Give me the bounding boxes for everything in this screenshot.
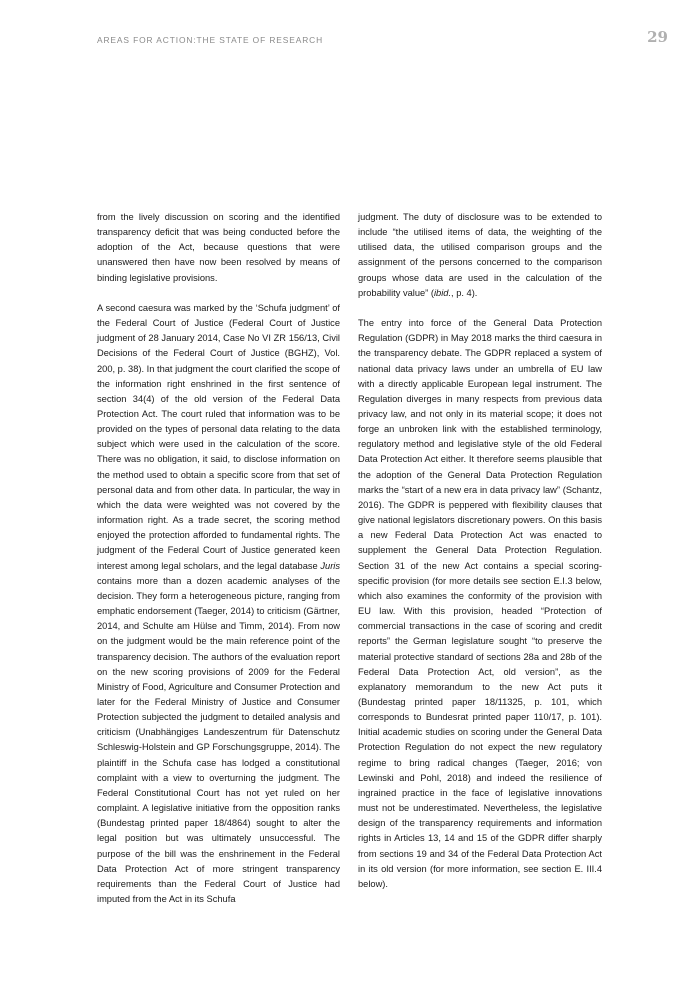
juris-term: Juris xyxy=(320,560,341,571)
left-column xyxy=(97,210,340,922)
right-column xyxy=(358,210,602,907)
left-paragraph-1: from the lively discussion on scoring and the identified transparency deficit that was being conducted before the adoption of the Act, because questions that were unanswered then have now been resolved by means of binding legislative provisions. xyxy=(97,212,340,283)
right-paragraph-1 xyxy=(358,210,602,301)
right-paragraph-1-text-b: , p. 4). xyxy=(451,287,478,298)
left-paragraph-2-text-b: contains more than a dozen academic analyses of the decision. They form a heterogeneous picture, ranging from emphatic endorsement (Taeger, 2014) to criticism (Gärtner, 2014, and Schulte am Hülse and Timm, 2014). From now on the judgment would be the main reference point of the transparency decision. The authors of the evaluation report on the new scoring provisions of 2009 for the Federal Ministry of Food, Agriculture and Consumer Protection and later for the Federal Ministry of Justice and Consumer Protection subjected the judgment to detailed analysis and criticism (Unabhängiges Landeszentrum für Datenschutz Schleswig-Holstein and GP Forschungsgruppe, 2014). The plaintiff in the Schufa case has lodged a constitutional complaint with a view to overturning the judgment. The Federal Constitutional Court has not yet ruled on her complaint. A legislative initiative from the opposition ranks (Bundestag printed paper 18/4864) sought to alter the legal position but was ultimately unsuccessful. The purpose of the bill was the enshrinement in the Federal Data Protection Act of more stringent transparency requirements than the Federal Court of Justice had imputed from the Act in its Schufa xyxy=(97,575,340,905)
right-paragraph-1-text-a: judgment. The duty of disclosure was to be extended to include “the utilised items of data, the weighting of the utilised data, the utilised comparison groups and the assignment of the persons concerned to the comparison groups whose data are used in the calculation of the probability value” ( xyxy=(358,212,602,298)
left-paragraph-2 xyxy=(97,301,340,907)
left-paragraph-2-text-a: A second caesura was marked by the ‘Schufa judgment’ of the Federal Court of Justice (Federal Court of Justice judgment of 28 January 2014, Case No VI ZR 156/13, Civil Decisions of the Federal Court of Justice (BGHZ), Vol. 200, p. 38). In that judgment the court clarified the scope of the information right enshrined in the first sentence of section 34(4) of the old version of the Federal Data Protection Act. The court ruled that information was to be provided on the types of personal data relating to the data subject which were used in the calculation of the score. There was no obligation, it said, to disclose information on the method used to obtain a specific score from that set of personal data and from other data. In particular, the way in which the data were weighted was not covered by the information right. As a trade secret, the scoring method enjoyed the protection afforded to fundamental rights. The judgment of the Federal Court of Justice generated keen interest among legal scholars, and the legal database xyxy=(97,302,340,571)
running-head: AREAS FOR ACTION:THE STATE OF RESEARCH xyxy=(97,35,324,45)
ibid-term: ibid. xyxy=(433,287,452,298)
page-number: 29 xyxy=(647,28,668,46)
right-paragraph-2: The entry into force of the General Data Protection Regulation (GDPR) in May 2018 marks the third caesura in the transparency debate. The GDPR replaced a system of national data privacy laws under an umbrella of EU law with a directly applicable European legal instrument. The Regulation diverges in many respects from previous data privacy law, and not only in its material scope; it does not forge an unbroken link with the established terminology, regulatory method and legislative style of the old Federal Data Protection Act either. It therefore seems plausible that the adoption of the General Data Protection Regulation marks the “start of a new era in data privacy law” (Schantz, 2016). The GDPR is peppered with flexibility clauses that give national legislators discretionary powers. On this basis a new Federal Data Protection Act was enacted to supplement the General Data Protection Regulation. Section 31 of the new Act contains a special scoring-specific provision (for more details see section E.I.3 below, which also examines the conformity of the provision with EU law. With this provision, headed “Protection of commercial transactions in the case of scoring and credit reports” the German legislature sought “to preserve the material protective standard of sections 28a and 28b of the Federal Data Protection Act, old version”, as the explanatory memorandum to the new Act puts it (Bundestag printed paper 18/11325, p. 101, which corresponds to Bundesrat printed paper 110/17, p. 101). Initial academic studies on scoring under the General Data Protection Regulation do not expect the new regulatory regime to bring radical changes (Taeger, 2016; von Lewinski and Pohl, 2018) and indeed the resilience of ingrained practice in the face of legislative innovations must not be underestimated. Nevertheless, the legislative design of the transparency requirements and information rights in Articles 13, 14 and 15 of the GDPR differ sharply from sections 19 and 34 of the Federal Data Protection Act in its old version (for more information, see section E. III.4 below). xyxy=(358,318,602,889)
